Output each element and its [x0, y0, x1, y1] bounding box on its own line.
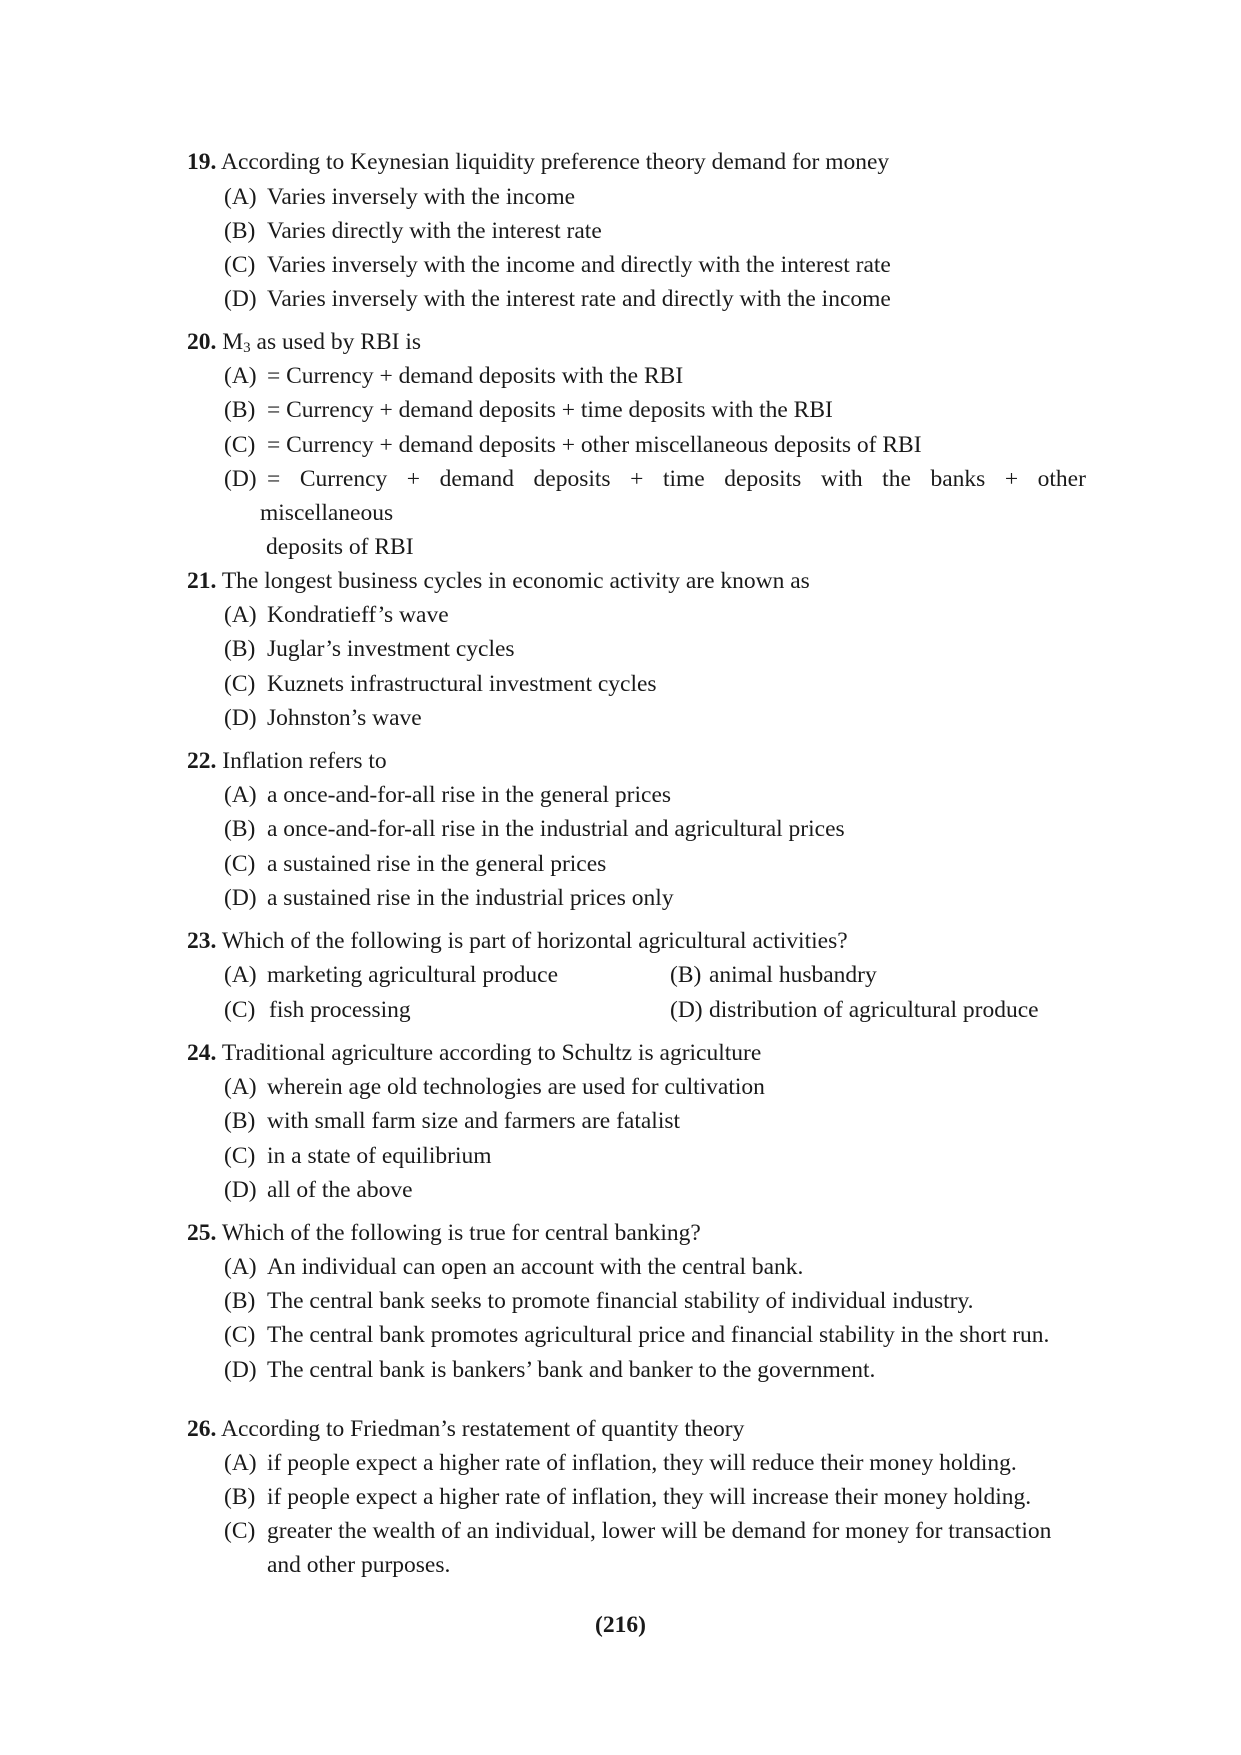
- option-letter: (A): [224, 363, 257, 389]
- option-letter: (C): [224, 1322, 256, 1348]
- option-letter: (D): [224, 885, 257, 911]
- option-letter: (D): [670, 997, 703, 1023]
- option-text: fish processing: [269, 997, 411, 1023]
- question-25: [187, 1218, 701, 1248]
- question-number: 26.: [187, 1416, 217, 1442]
- option-word: Currency: [299, 466, 388, 492]
- option-text: a once-and-for-all rise in the industrial and agricultural prices: [267, 816, 845, 842]
- option-text: Johnston’s wave: [267, 705, 422, 731]
- question-text: Which of the following is part of horizontal agricultural activities?: [221, 928, 848, 954]
- option-19d: [224, 284, 891, 314]
- option-letter: (C): [224, 851, 256, 877]
- option-21c: [224, 669, 657, 699]
- option-23b: [670, 960, 877, 990]
- option-word: deposits: [724, 466, 802, 492]
- option-letter: (D): [224, 705, 257, 731]
- question-21: [187, 566, 810, 596]
- option-25a: [224, 1252, 803, 1282]
- option-text: wherein age old technologies are used for cultivation: [267, 1074, 765, 1100]
- option-19b: [224, 216, 602, 246]
- option-text: Varies inversely with the interest rate and directly with the income: [267, 286, 891, 312]
- option-letter: (B): [224, 1288, 256, 1314]
- option-24c: [224, 1141, 492, 1171]
- option-word: with: [820, 466, 863, 492]
- option-23d: [670, 995, 1039, 1025]
- option-text: with small farm size and farmers are fatalist: [267, 1108, 681, 1134]
- option-26b: [224, 1482, 1031, 1512]
- option-24d: [224, 1175, 413, 1205]
- option-24a: [224, 1072, 765, 1102]
- option-letter: (C): [224, 1518, 256, 1544]
- option-word: demand: [439, 466, 514, 492]
- option-text: Kuznets infrastructural investment cycles: [267, 671, 657, 697]
- option-text: Juglar’s investment cycles: [267, 636, 515, 662]
- option-text: An individual can open an account with the central bank.: [267, 1254, 804, 1280]
- option-22a: [224, 780, 671, 810]
- option-word: other: [1037, 466, 1086, 492]
- option-23c: [224, 995, 411, 1025]
- option-23a: [224, 960, 558, 990]
- option-word: the: [882, 466, 911, 492]
- option-letter: (A): [224, 1254, 257, 1280]
- option-letter: (C): [224, 997, 256, 1023]
- option-word: =: [267, 466, 281, 492]
- page-number: (216): [595, 1612, 646, 1638]
- option-text: a sustained rise in the industrial prices only: [267, 885, 674, 911]
- option-text: The central bank promotes agricultural price and financial stability in the short run.: [267, 1322, 1050, 1348]
- option-text: = Currency + demand deposits with the RBI: [267, 363, 684, 389]
- option-letter: (D): [224, 466, 257, 492]
- question-22: [187, 746, 387, 776]
- option-text: a sustained rise in the general prices: [267, 851, 607, 877]
- option-text: if people expect a higher rate of inflation, they will reduce their money holding.: [267, 1450, 1017, 1476]
- option-20d-continuation: miscellaneous: [260, 500, 394, 526]
- option-text: animal husbandry: [709, 962, 877, 988]
- option-text: distribution of agricultural produce: [709, 997, 1039, 1023]
- question-number: 20.: [187, 329, 217, 355]
- option-letter: (D): [224, 286, 257, 312]
- option-19a: [224, 182, 575, 212]
- option-letter: (B): [224, 397, 256, 423]
- question-number: 24.: [187, 1040, 217, 1066]
- option-25d: [224, 1355, 875, 1385]
- option-letter: (A): [224, 962, 257, 988]
- question-text-m: M: [222, 329, 244, 355]
- question-text: Which of the following is true for central banking?: [221, 1220, 701, 1246]
- option-19c: [224, 250, 891, 280]
- option-text: in a state of equilibrium: [267, 1143, 492, 1169]
- question-text: Traditional agriculture according to Schultz is agriculture: [221, 1040, 762, 1066]
- option-text: The central bank is bankers’ bank and banker to the government.: [267, 1357, 876, 1383]
- question-text-subscript: 3: [243, 340, 251, 356]
- option-letter: (C): [224, 252, 256, 278]
- option-letter: (B): [224, 636, 256, 662]
- option-word: +: [630, 466, 644, 492]
- option-letter: (A): [224, 782, 257, 808]
- option-letter: (B): [224, 816, 256, 842]
- question-text: [222, 329, 421, 355]
- option-text: = Currency + demand deposits + other miscellaneous deposits of RBI: [267, 432, 922, 458]
- question-text: Inflation refers to: [222, 748, 387, 774]
- option-letter: (D): [224, 1177, 257, 1203]
- option-25c: [224, 1320, 1049, 1350]
- option-letter: (B): [670, 962, 702, 988]
- option-text: a once-and-for-all rise in the general prices: [267, 782, 672, 808]
- option-letter: (A): [224, 1074, 257, 1100]
- option-21d: [224, 703, 422, 733]
- question-number: 25.: [187, 1220, 217, 1246]
- question-number: 21.: [187, 568, 217, 594]
- option-22b: [224, 814, 845, 844]
- option-26c: [224, 1516, 1051, 1546]
- option-text: The central bank seeks to promote financial stability of individual industry.: [267, 1288, 974, 1314]
- option-letter: (C): [224, 671, 256, 697]
- option-word: time: [662, 466, 705, 492]
- option-letter: (D): [224, 1357, 257, 1383]
- option-25b: [224, 1286, 974, 1316]
- option-text: Varies directly with the interest rate: [267, 218, 602, 244]
- question-text: According to Friedman’s restatement of quantity theory: [220, 1416, 745, 1442]
- option-26a: [224, 1448, 1017, 1478]
- question-20: [187, 327, 421, 357]
- option-22c: [224, 849, 606, 879]
- option-text: greater the wealth of an individual, lower will be demand for money for transaction: [267, 1518, 1052, 1544]
- option-20d-continuation: deposits of RBI: [266, 534, 414, 560]
- option-20b: [224, 395, 833, 425]
- option-letter: (A): [224, 184, 257, 210]
- option-21b: [224, 634, 515, 664]
- option-24b: [224, 1106, 680, 1136]
- question-text-rest: as used by RBI is: [250, 329, 422, 355]
- question-number: 22.: [187, 748, 217, 774]
- question-text: According to Keynesian liquidity preference theory demand for money: [220, 149, 890, 175]
- option-text: all of the above: [267, 1177, 413, 1203]
- question-number: 19.: [187, 149, 217, 175]
- option-text: Kondratieff’s wave: [267, 602, 449, 628]
- option-letter: (C): [224, 1143, 256, 1169]
- option-text: Varies inversely with the income and directly with the interest rate: [267, 252, 891, 278]
- option-letter: (B): [224, 1484, 256, 1510]
- option-20d: [224, 464, 1086, 494]
- question-23: [187, 926, 848, 956]
- option-text: Varies inversely with the income: [267, 184, 576, 210]
- option-word: deposits: [533, 466, 611, 492]
- question-24: [187, 1038, 761, 1068]
- option-letter: (B): [224, 218, 256, 244]
- option-word: +: [406, 466, 421, 492]
- option-text: = Currency + demand deposits + time deposits with the RBI: [267, 397, 833, 423]
- option-text-justified: [267, 464, 1086, 494]
- option-text: if people expect a higher rate of inflation, they will increase their money holding.: [267, 1484, 1032, 1510]
- option-letter: (A): [224, 1450, 257, 1476]
- option-22d: [224, 883, 674, 913]
- option-text: marketing agricultural produce: [267, 962, 559, 988]
- option-20a: [224, 361, 683, 391]
- question-number: 23.: [187, 928, 217, 954]
- question-26: [187, 1414, 744, 1444]
- question-text: The longest business cycles in economic activity are known as: [221, 568, 810, 594]
- question-19: [187, 147, 889, 177]
- option-letter: (C): [224, 432, 256, 458]
- option-21a: [224, 600, 449, 630]
- option-letter: (B): [224, 1108, 256, 1134]
- option-word: +: [1004, 466, 1019, 492]
- option-letter: (A): [224, 602, 257, 628]
- option-20c: [224, 430, 922, 460]
- option-word: banks: [930, 466, 986, 492]
- option-26c-continuation: and other purposes.: [267, 1552, 451, 1578]
